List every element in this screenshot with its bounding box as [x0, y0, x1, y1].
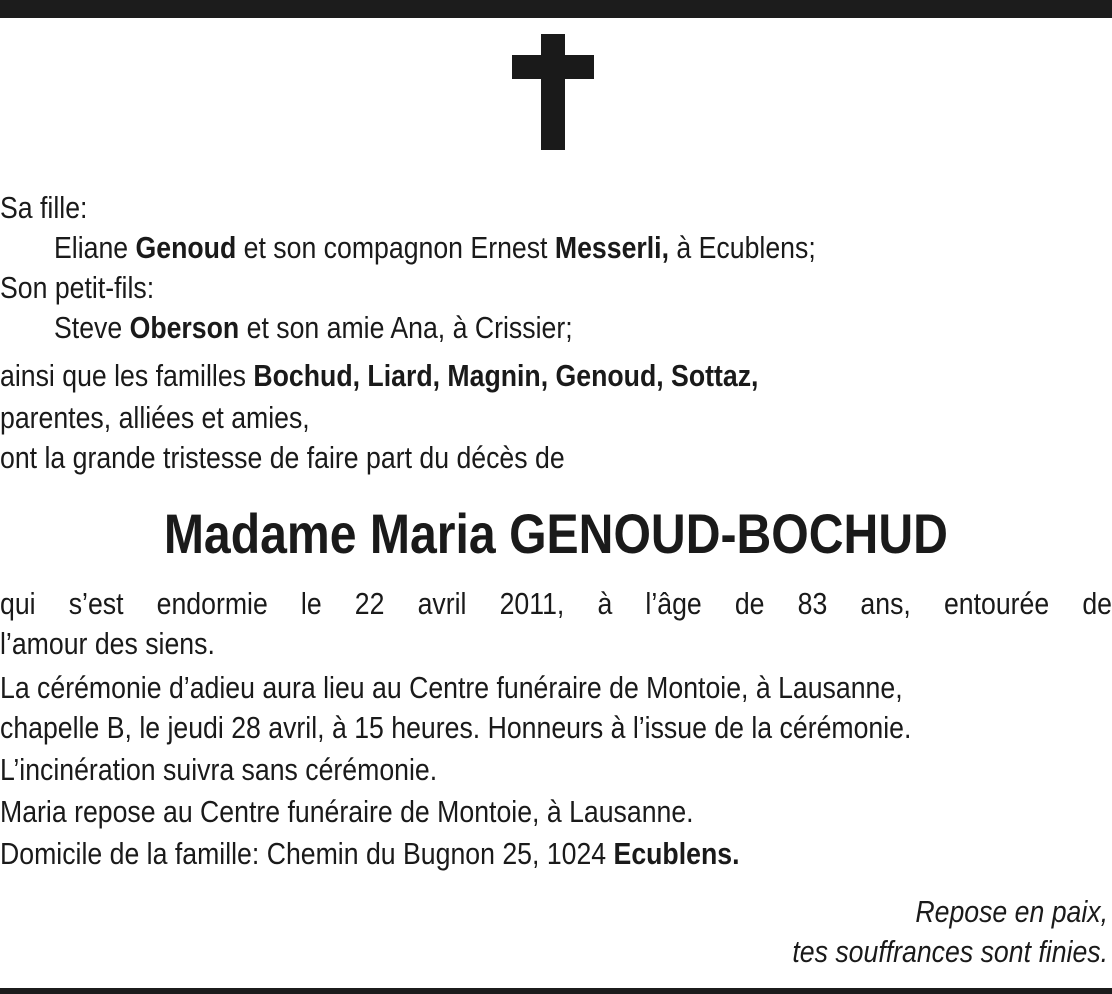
- text-fragment: à Ecublens;: [669, 230, 816, 265]
- family-line-daughter: [54, 228, 816, 268]
- body-line-1: qui s’est endormie le 22 avril 2011, à l’âge de 83 ans, entourée de: [0, 586, 1112, 621]
- family-line-families: [0, 356, 758, 396]
- text-fragment: Steve: [54, 310, 130, 345]
- body-line-6: Maria repose au Centre funéraire de Montoie, à Lausanne.: [0, 794, 694, 829]
- closing-text-2: tes souffrances sont finies.: [792, 934, 1108, 969]
- text-fragment: Eliane: [54, 230, 136, 265]
- surname: Genoud: [135, 230, 237, 265]
- body-line-1-wrapper: [0, 584, 1112, 624]
- family-line-grandson-label: Son petit-fils:: [0, 270, 155, 305]
- place-name: Ecublens.: [613, 836, 740, 871]
- closing-line-2: [741, 932, 1108, 972]
- family-names: Bochud, Liard, Magnin, Genoud, Sottaz,: [253, 358, 759, 393]
- bottom-border-rule: [0, 988, 1112, 994]
- text-fragment: ainsi que les familles: [0, 358, 254, 393]
- surname: Oberson: [129, 310, 240, 345]
- family-line-daughter-label: Sa fille:: [0, 190, 88, 225]
- cross-icon: [512, 34, 594, 150]
- announcement-line: ont la grande tristesse de faire part du décès de: [0, 440, 565, 475]
- body-line-7: [0, 834, 739, 874]
- closing-line-1: [884, 892, 1108, 932]
- top-border-rule: [0, 0, 1112, 18]
- text-fragment: Domicile de la famille: Chemin du Bugnon 25, 1024: [0, 836, 614, 871]
- family-line-grandson: [54, 308, 573, 348]
- family-line-relatives: parentes, alliées et amies,: [0, 400, 310, 435]
- closing-text-1: Repose en paix,: [915, 894, 1108, 929]
- body-line-4: chapelle B, le jeudi 28 avril, à 15 heures. Honneurs à l’issue de la cérémonie.: [0, 710, 912, 745]
- body-line-3: La cérémonie d’adieu aura lieu au Centre funéraire de Montoie, à Lausanne,: [0, 670, 903, 705]
- text-fragment: et son compagnon Ernest: [236, 230, 555, 265]
- deceased-name: [0, 496, 1112, 572]
- surname: Messerli,: [554, 230, 670, 265]
- text-fragment: et son amie Ana, à Crissier;: [239, 310, 573, 345]
- body-line-2: l’amour des siens.: [0, 626, 215, 661]
- deceased-name-text: Madame Maria GENOUD-BOCHUD: [163, 502, 949, 565]
- body-line-5: L’incinération suivra sans cérémonie.: [0, 752, 438, 787]
